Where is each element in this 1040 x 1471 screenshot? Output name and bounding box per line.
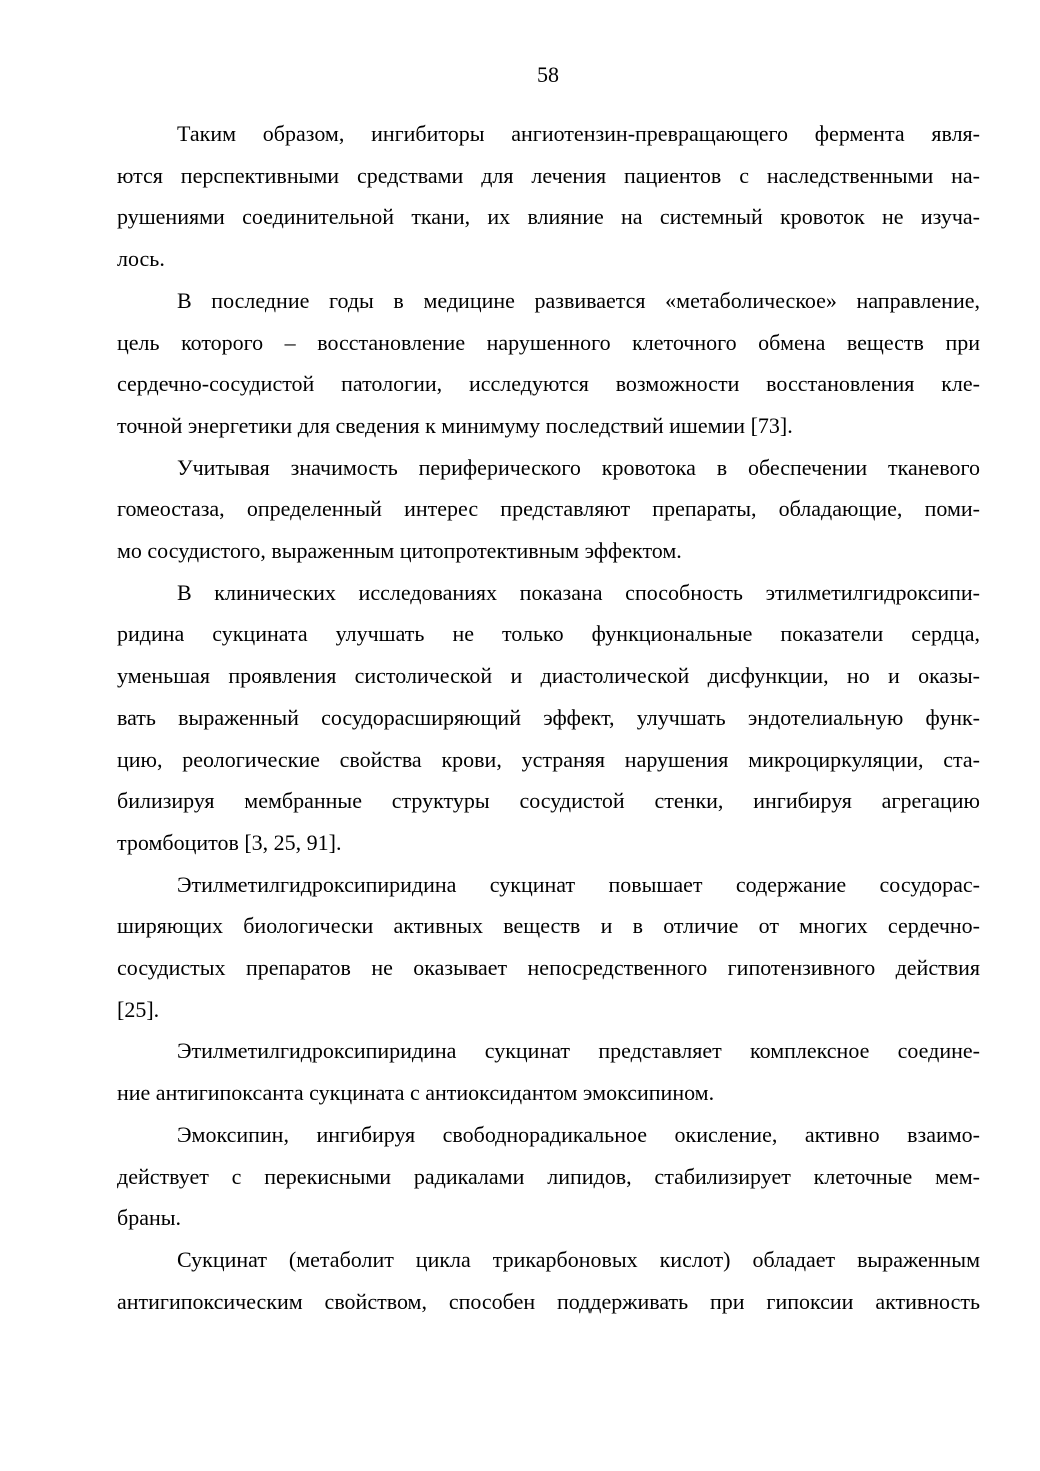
text-line: гомеостаза, определенный интерес представляют препараты, обладающие, поми- [117,496,980,522]
body-text [117,113,980,1322]
text-line: цию, реологические свойства крови, устраняя нарушения микроциркуляции, ста- [117,746,980,772]
text-line: Этилметилгидроксипиридина сукцинат повышает содержание сосудорас- [177,871,980,897]
text-line: ширяющих биологически активных веществ и в отличие от многих сердечно- [117,913,980,939]
paragraph [117,1114,980,1239]
text-line: лось. [117,246,165,272]
text-line: ридина сукцината улучшать не только функциональные показатели сердца, [117,621,980,647]
text-line: браны. [117,1205,182,1231]
text-line: точной энергетики для сведения к минимуму последствий ишемии [73]. [117,412,793,438]
text-line: ние антигипоксанта сукцината с антиоксидантом эмоксипином. [117,1080,715,1106]
paragraph [117,447,980,572]
text-line: билизируя мембранные структуры сосудистой стенки, ингибируя агрегацию [117,788,980,814]
paragraph [117,572,980,864]
text-line: антигипоксическим свойством, способен поддерживать при гипоксии активность [117,1288,980,1314]
paragraph [117,1030,980,1113]
text-line: В последние годы в медицине развивается «метаболическое» направление, [177,287,980,313]
text-line: цель которого – восстановление нарушенного клеточного обмена веществ при [117,329,980,355]
text-line: сосудистых препаратов не оказывает непосредственного гипотензивного действия [117,955,980,981]
text-line: Эмоксипин, ингибируя свободнорадикальное окисление, активно взаимо- [177,1121,980,1147]
paragraph [117,280,980,447]
text-line: ются перспективными средствами для лечения пациентов с наследственными на- [117,162,980,188]
text-line: Учитывая значимость периферического кровотока в обеспечении тканевого [177,454,980,480]
text-line: мо сосудистого, выраженным цитопротективным эффектом. [117,538,682,564]
paragraph [117,1239,980,1322]
text-line: Сукцинат (метаболит цикла трикарбоновых кислот) обладает выраженным [177,1246,980,1272]
text-line: действует с перекисными радикалами липидов, стабилизирует клеточные мем- [117,1163,980,1189]
text-line: вать выраженный сосудорасширяющий эффект, улучшать эндотелиальную функ- [117,704,980,730]
text-line: рушениями соединительной ткани, их влияние на системный кровоток не изуча- [117,204,980,230]
paragraph [117,113,980,280]
text-line: Этилметилгидроксипиридина сукцинат представляет комплексное соедине- [177,1038,980,1064]
text-line: Таким образом, ингибиторы ангиотензин-превращающего фермента явля- [177,121,980,146]
paragraph [117,864,980,1031]
page-number: 58 [537,62,559,87]
text-line: [25]. [117,996,160,1022]
text-line: уменьшая проявления систолической и диастолической дисфункции, но и оказы- [117,663,980,689]
text-line: сердечно-сосудистой патологии, исследуются возможности восстановления кле- [117,371,980,397]
text-line: тромбоцитов [3, 25, 91]. [117,829,342,855]
text-line: В клинических исследованиях показана способность этилметилгидроксипи- [177,579,980,605]
